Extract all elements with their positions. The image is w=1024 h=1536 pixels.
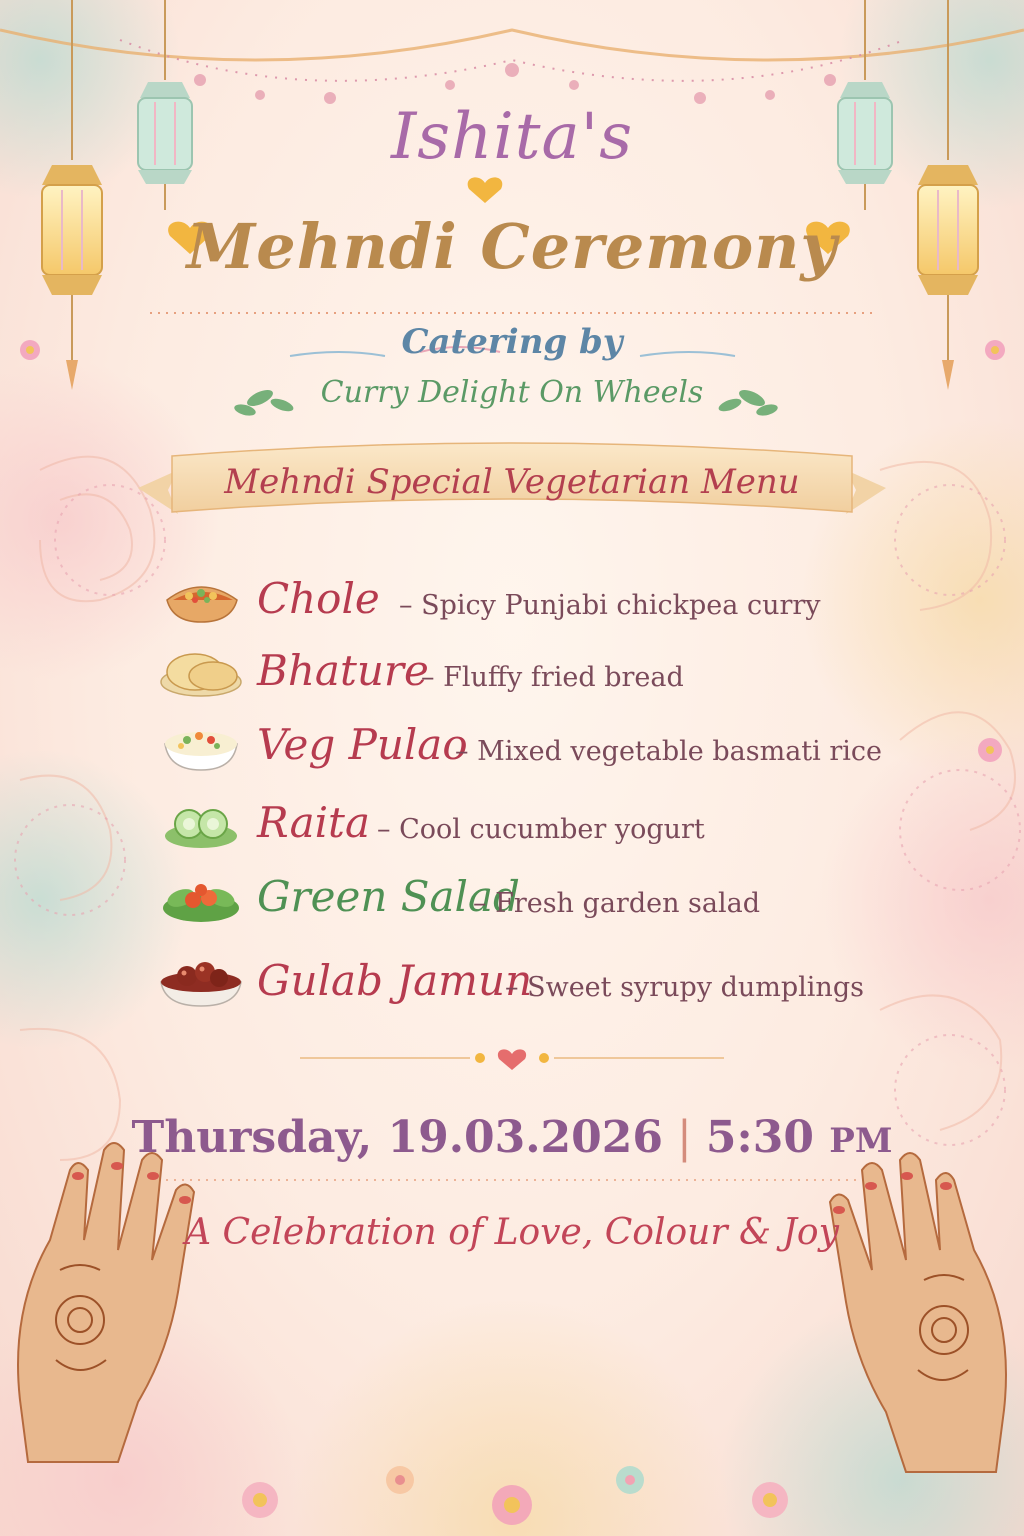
dish-description: – Mixed vegetable basmati rice: [455, 736, 883, 767]
chole-bowl-icon: [155, 570, 247, 630]
dish-description: – Spicy Punjabi chickpea curry: [399, 590, 821, 621]
event-date: Thursday, 19.03.2026: [131, 1112, 664, 1163]
event-meridiem: PM: [829, 1121, 893, 1161]
dish-name: Raita: [257, 798, 370, 847]
datetime-separator: |: [677, 1112, 692, 1163]
gulab-jamun-icon: [155, 952, 247, 1012]
dish-description: – Cool cucumber yogurt: [377, 814, 705, 845]
bhature-bread-icon: [155, 642, 247, 702]
tagline: A Celebration of Love, Colour & Joy: [185, 1212, 839, 1253]
dish-description: – Fresh garden salad: [473, 888, 761, 919]
title-name: Ishita's: [390, 100, 634, 174]
catering-label: Catering by: [401, 322, 623, 362]
title-event: Mehndi Ceremony: [186, 210, 838, 283]
salad-icon: [155, 868, 247, 928]
event-time: 5:30: [705, 1112, 814, 1163]
caterer-name: Curry Delight On Wheels: [320, 375, 704, 410]
dish-name: Veg Pulao: [257, 720, 468, 769]
dish-description: – Sweet syrupy dumplings: [505, 972, 864, 1003]
dish-name: Bhature: [257, 646, 429, 695]
dish-description: – Fluffy fried bread: [421, 662, 684, 693]
dish-name: Green Salad: [257, 872, 520, 921]
dish-name: Gulab Jamun: [257, 956, 533, 1005]
raita-cucumber-icon: [155, 794, 247, 854]
event-datetime: [0, 1112, 1024, 1163]
menu-title-banner: Mehndi Special Vegetarian Menu: [224, 462, 800, 502]
pulao-bowl-icon: [155, 716, 247, 776]
dish-name: Chole: [257, 574, 380, 623]
